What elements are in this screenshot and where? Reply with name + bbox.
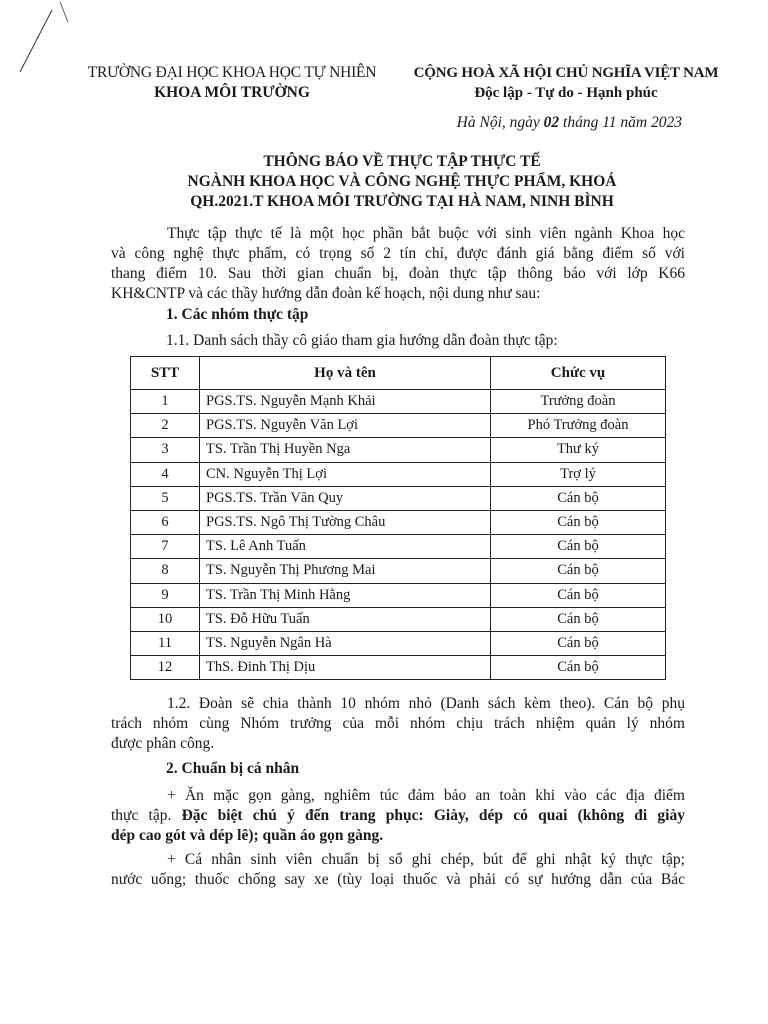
section-2-heading: 2. Chuẩn bị cá nhân — [166, 760, 300, 777]
attire-line — [111, 806, 685, 826]
title-line-2: NGÀNH KHOA HỌC VÀ CÔNG NGHỆ THỰC PHẨM, KHOÁ — [187, 173, 617, 190]
title-line-1: THÔNG BÁO VỀ THỰC TẬP THỰC TẾ — [263, 153, 541, 170]
cell-name: PGS.TS. Trần Văn Quy — [200, 486, 491, 510]
cell-role: Cán bộ — [491, 656, 666, 680]
motto: Độc lập - Tự do - Hạnh phúc — [474, 85, 658, 101]
faculty-name: KHOA MÔI TRƯỜNG — [154, 84, 310, 101]
supplies-line: + Cá nhân sinh viên chuẩn bị sổ ghi chép, bút để ghi nhật ký thực tập; — [167, 851, 685, 868]
col-header-role: Chức vụ — [491, 357, 666, 390]
section-1-2-paragraph — [111, 694, 685, 754]
cell-stt: 12 — [131, 656, 200, 680]
date-suffix: tháng 11 năm 2023 — [559, 114, 682, 131]
cell-stt: 8 — [131, 559, 200, 583]
section-1-heading: 1. Các nhóm thực tập — [166, 306, 309, 323]
intro-line: KH&CNTP và các thầy hướng dẫn đoàn kế hoạch, nội dung như sau: — [111, 285, 541, 302]
section-1-2-line: trách nhóm cùng Nhóm trưởng của mỗi nhóm chịu trách nhiệm quản lý nhóm — [111, 715, 685, 732]
table-row — [131, 535, 666, 559]
cell-stt: 3 — [131, 438, 200, 462]
attire-paragraph — [111, 786, 685, 846]
cell-role: Trợ lý — [491, 462, 666, 486]
table-row — [131, 607, 666, 631]
cell-name: PGS.TS. Nguyễn Mạnh Khải — [200, 390, 491, 414]
attire-line-start: thực tập. — [111, 807, 182, 824]
nation-name: CỘNG HOÀ XÃ HỘI CHỦ NGHĨA VIỆT NAM — [413, 65, 719, 81]
table-row — [131, 390, 666, 414]
cell-role: Cán bộ — [491, 559, 666, 583]
attire-line: + Ăn mặc gọn gàng, nghiêm túc đảm bảo an toàn khi vào các địa điểm — [167, 787, 685, 804]
cell-name: ThS. Đinh Thị Dịu — [200, 656, 491, 680]
table-row — [131, 656, 666, 680]
supplies-paragraph — [111, 850, 685, 890]
cell-stt: 10 — [131, 607, 200, 631]
table-header-row — [131, 357, 666, 390]
section-1-1-text: 1.1. Danh sách thầy cô giáo tham gia hướng dẫn đoàn thực tập: — [166, 332, 558, 349]
cell-name: TS. Trần Thị Minh Hằng — [200, 583, 491, 607]
intro-line: thang điểm 10. Sau thời gian chuẩn bị, đoàn thực tập thông báo với lớp K66 — [111, 265, 685, 282]
document-title — [80, 152, 724, 212]
intro-paragraph — [111, 224, 685, 304]
cell-name: PGS.TS. Ngô Thị Tường Châu — [200, 510, 491, 534]
cell-role: Trưởng đoàn — [491, 390, 666, 414]
date-day: 02 — [543, 114, 560, 131]
cell-role: Cán bộ — [491, 607, 666, 631]
cell-name: TS. Nguyễn Thị Phương Mai — [200, 559, 491, 583]
cell-stt: 6 — [131, 510, 200, 534]
cell-role: Cán bộ — [491, 510, 666, 534]
title-line-3: QH.2021.T KHOA MÔI TRƯỜNG TẠI HÀ NAM, NINH BÌNH — [190, 193, 614, 210]
table-row — [131, 631, 666, 655]
table-row — [131, 462, 666, 486]
table-row — [131, 583, 666, 607]
intro-line: Thực tập thực tế là một học phần bắt buộc với sinh viên ngành Khoa học — [167, 225, 685, 242]
cell-stt: 5 — [131, 486, 200, 510]
issuer-block — [72, 63, 392, 103]
cell-name: TS. Nguyễn Ngân Hà — [200, 631, 491, 655]
table-row — [131, 414, 666, 438]
supplies-line: nước uống; thuốc chống say xe (tùy loại thuốc và phải có sự hướng dẫn của Bác — [111, 871, 685, 888]
section-1-2-line: 1.2. Đoàn sẽ chia thành 10 nhóm nhỏ (Danh sách kèm theo). Cán bộ phụ — [167, 695, 685, 712]
document-date — [400, 114, 682, 132]
cell-role: Cán bộ — [491, 583, 666, 607]
cell-role: Cán bộ — [491, 631, 666, 655]
table-row — [131, 559, 666, 583]
cell-name: CN. Nguyễn Thị Lợi — [200, 462, 491, 486]
cell-role: Phó Trưởng đoàn — [491, 414, 666, 438]
national-motto-block — [408, 63, 724, 103]
table-row — [131, 486, 666, 510]
cell-stt: 4 — [131, 462, 200, 486]
attire-emphasis: Đặc biệt chú ý đến trang phục: Giày, dép có quai (không đi giày — [181, 807, 685, 824]
cell-stt: 9 — [131, 583, 200, 607]
instructor-table — [130, 356, 666, 680]
col-header-stt: STT — [131, 357, 200, 390]
col-header-name: Họ và tên — [200, 357, 491, 390]
cell-role: Cán bộ — [491, 535, 666, 559]
date-prefix: Hà Nội, ngày — [456, 114, 544, 131]
university-name: TRƯỜNG ĐẠI HỌC KHOA HỌC TỰ NHIÊN — [87, 64, 377, 81]
cell-name: TS. Trần Thị Huyền Nga — [200, 438, 491, 462]
intro-line: và công nghệ thực phẩm, có trọng số 2 tín chỉ, được đánh giá bằng điểm số với — [111, 245, 685, 262]
cell-stt: 7 — [131, 535, 200, 559]
cell-name: TS. Đỗ Hữu Tuấn — [200, 607, 491, 631]
attire-emphasis-line: dép cao gót và dép lê); quần áo gọn gàng. — [111, 827, 384, 844]
cell-stt: 1 — [131, 390, 200, 414]
table-row — [131, 438, 666, 462]
cell-name: TS. Lê Anh Tuấn — [200, 535, 491, 559]
cell-role: Cán bộ — [491, 486, 666, 510]
cell-role: Thư ký — [491, 438, 666, 462]
table-row — [131, 510, 666, 534]
cell-stt: 2 — [131, 414, 200, 438]
cell-name: PGS.TS. Nguyễn Văn Lợi — [200, 414, 491, 438]
section-1-2-line: được phân công. — [111, 735, 215, 752]
cell-stt: 11 — [131, 631, 200, 655]
scan-artifact-line — [0, 0, 80, 90]
